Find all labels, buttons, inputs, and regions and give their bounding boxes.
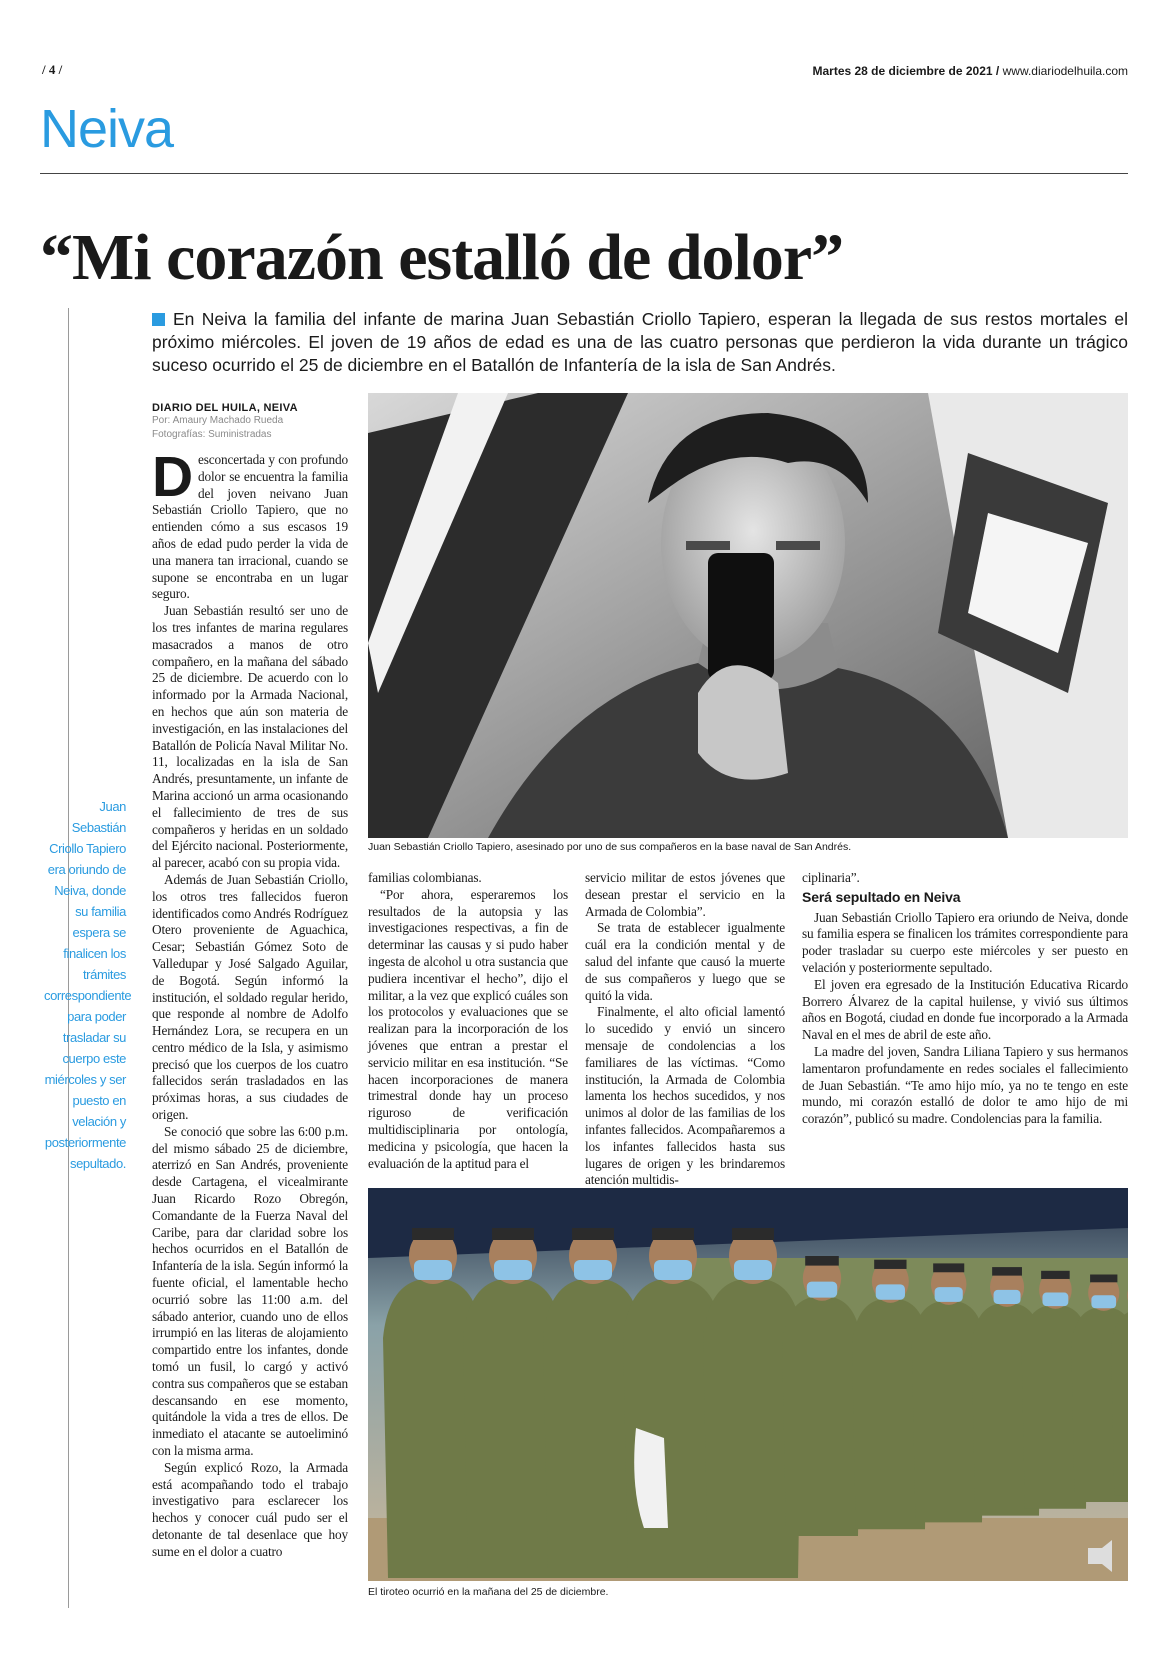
- column-3: [585, 870, 785, 1189]
- paragraph: Se trata de establecer igualmente cuál era la condición mental y de salud del infante que causó la muerte de sus compañeros y luego que se quitó la vida.: [585, 920, 785, 1003]
- paragraph: La madre del joven, Sandra Liliana Tapiero y sus hermanos lamentaron profundamente en redes sociales el fallecimiento de Juan Sebastián. “Te amo hijo mío, ya no te tengo en este mundo, mi corazón estalló de dolor te amo hijo de mi corazón”, publicó su madre. Condolencias para la familia.: [802, 1043, 1128, 1127]
- headline: “Mi corazón estalló de dolor”: [40, 221, 844, 294]
- column-1: [152, 445, 349, 1561]
- header-divider: [40, 173, 1128, 174]
- photo-caption: El tiroteo ocurrió en la mañana del 25 de diciembre.: [368, 1586, 609, 1598]
- paragraph: El joven era egresado de la Institución Educativa Ricardo Borrero Álvarez de la capital huilense, y vivió sus últimos años en Bogotá, ciudad en donde fue incorporado a la Armada Naval en el mes de abril de este año.: [802, 976, 1128, 1043]
- soldiers-formation-photo-icon: [368, 1188, 1128, 1581]
- dateline-separator: /: [995, 64, 1000, 78]
- photo-credit: Fotografías: Suministradas: [152, 429, 272, 440]
- source-label: DIARIO DEL HUILA, NEIVA: [152, 402, 298, 414]
- paragraph: familias colombianas.: [368, 870, 482, 885]
- paragraph: servicio militar de estos jóvenes que desean prestar el servicio en la Armada de Colombia”.: [585, 870, 785, 919]
- issue-date: Martes 28 de diciembre de 2021: [812, 64, 993, 78]
- portrait-photo: [368, 393, 1128, 838]
- author: Por: Amaury Machado Rueda: [152, 415, 284, 426]
- paragraph: Juan Sebastián Criollo Tapiero era oriundo de Neiva, donde su familia espera se finalicen los trámites correspondiente para poder trasladar su cuerpo este miércoles y ser puesto en velación y posteriormente sepultado.: [802, 909, 1128, 975]
- paragraph: Se conoció que sobre las 6:00 p.m. del mismo sábado 25 de diciembre, aterrizó en San Andrés, proveniente desde Cartagena, el vicealmirante Juan Ricardo Rozo Obregón, Comandante de la Fuerza Naval del Caribe, para dar claridad sobre los hechos ocurridos en el Batallón de Infantería de la isla. Según informó la fuente oficial, el lamentable hecho ocurrió sobre las 11:00 a.m. del sábado anterior, cuando uno de ellos irrumpió en las literas de alojamiento compartido entre los infantes, donde tomó un fusil, lo cargó y activó contra sus compañeros que se estaban descansando en ese momento, quitándole la vida a tres de ellos. De inmediato el atacante se autoeliminó con la misma arma.: [152, 1123, 348, 1459]
- dateline: [812, 64, 1128, 78]
- column-2: [368, 870, 568, 1172]
- byline: [152, 402, 348, 442]
- paragraph: Desconcertada y con profundo dolor se encuentra la familia del joven neivano Juan Sebastián Criollo Tapiero, que no entienden cómo a sus escasos 19 años de edad pudo perder la vida de una manera tan irracional, cuando se supone se encontraba en un lugar seguro.: [152, 445, 348, 602]
- sidebar-pullquote: Juan Sebastián Criollo Tapiero era oriundo de Neiva, donde su familia espera se finalicen los trámites correspondiente para poder trasladar su cuerpo este miércoles y ser puesto en velación y posteriormente sepultado.: [44, 799, 132, 1171]
- paragraph: Finalmente, el alto oficial lamentó lo sucedido y envió un sincero mensaje de condolencias a los familiares de las víctimas. “Como institución, la Armada de Colombia lamenta los hechos sucedidos, y nos unimos al dolor de las familias de los infantes fallecidos. Acompañaremos a los infantes fallecidos hasta sus lugares de origen y les brindaremos atención multidis-: [585, 1004, 785, 1188]
- square-bullet-icon: [152, 313, 165, 326]
- subheading: Será sepultado en Neiva: [802, 888, 961, 905]
- site-url[interactable]: www.diariodelhuila.com: [1002, 64, 1128, 78]
- paragraph: Juan Sebastián resultó ser uno de los tres infantes de marina regulares masacrados a manos de otro compañero, en la mañana del sábado 25 de diciembre. De acuerdo con lo informado por la Armada Nacional, en hechos que aún son materia de investigación, en las instalaciones del Batallón de Policía Naval Militar No. 11, localizadas en la isla de San Andrés, presuntamente, un infante de Marina accionó un arma ocasionando el fallecimiento de tres de sus compañeros y heridas en un soldado del Ejército nacional. Posteriormente, al parecer, acabó con su propia vida.: [152, 603, 348, 871]
- lead-text: En Neiva la familia del infante de marina Juan Sebastián Criollo Tapiero, esperan la llegada de sus restos mortales el próximo miércoles. El joven de 19 años de edad es una de las cuatro personas que perdieron la vida durante un trágico suceso ocurrido el 25 de diciembre en el Batallón de Infantería de la isla de San Andrés.: [152, 309, 1128, 375]
- page-number: / 4 /: [42, 62, 63, 77]
- soldiers-photo: [368, 1188, 1128, 1581]
- section-title: Neiva: [40, 99, 174, 159]
- paragraph: Según explicó Rozo, la Armada está acompañando todo el trabajo investigativo para esclarecer los hechos y conocer cuál pudo ser el detonante de tal desenlace que hoy sume en el dolor a cuatro: [152, 1459, 348, 1559]
- paragraph: Además de Juan Sebastián Criollo, los otros tres fallecidos fueron identificados como Andrés Rodríguez Otero proveniente de Aguachica, Cesar; Sebastián Gómez Soto de Valledupar y José Salgado Aguilar, de Bogotá. Según informó la institución, el soldado regular herido, que responde al nombre de Adolfo Hernández Lora, se recupera en un centro médico de la Isla, y asimismo precisó que los cuerpos de los cuatro fallecidos serán trasladados en las próximas horas, a sus ciudades de origen.: [152, 871, 349, 1123]
- paragraph: ciplinaria”.: [802, 870, 860, 885]
- photo-caption: Juan Sebastián Criollo Tapiero, asesinado por uno de sus compañeros en la base naval de San Andrés.: [368, 841, 852, 853]
- selfie-photo-icon: [368, 393, 1128, 838]
- drop-cap: D: [152, 445, 194, 509]
- column-4: [802, 870, 1128, 1128]
- paragraph: “Por ahora, esperaremos los resultados de la autopsia y las investigaciones respectivas, a fin de determinar las causas y si pudo haber ingesta de alcohol u otra sustancia que pudiera incentivar el hecho”, dijo el militar, a la vez que explicó cuáles son los protocolos y evaluaciones que se realizan para la incorporación de los jóvenes que entran a prestar el servicio militar en esa institución. “Se hacen incorporaciones de manera trimestral donde hay un proceso riguroso de verificación multidisciplinaria por ontología, medicina y psicología, que hacen la evaluación de la aptitud para el: [368, 886, 568, 1171]
- lead-paragraph: [152, 308, 1128, 377]
